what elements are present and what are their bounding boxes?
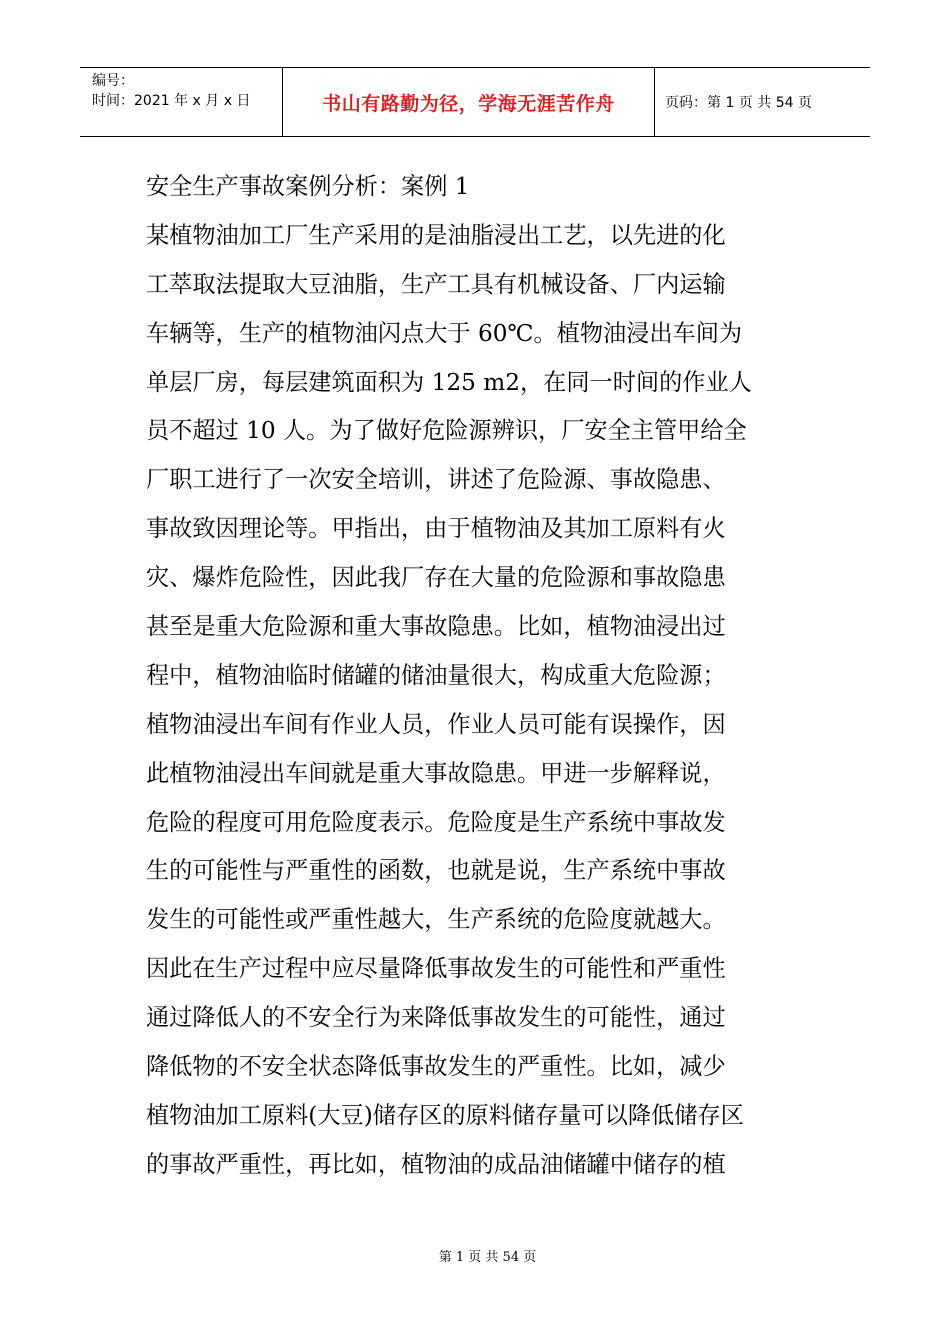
header-page-code: 页码：第 1 页 共 54 页 xyxy=(665,95,812,111)
header-meta-cell xyxy=(80,68,283,136)
body-text-line: 降低物的不安全状态降低事故发生的严重性。比如，减少 xyxy=(146,1053,726,1081)
document-body xyxy=(146,163,826,1190)
document-time-label: 时间：2021 年 x 月 x 日 xyxy=(92,93,251,109)
body-text-line: 厂职工进行了一次安全培训，讲述了危险源、事故隐患、 xyxy=(146,466,726,494)
body-text-line: 植物油浸出车间有作业人员，作业人员可能有误操作，因 xyxy=(146,710,726,738)
body-text-line: 单层厂房，每层建筑面积为 125 m2，在同一时间的作业人 xyxy=(146,368,752,396)
body-text-line: 此植物油浸出车间就是重大事故隐患。甲进一步解释说， xyxy=(146,759,726,787)
body-text-line: 甚至是重大危险源和重大事故隐患。比如，植物油浸出过 xyxy=(146,613,726,641)
body-text-line: 工萃取法提取大豆油脂，生产工具有机械设备、厂内运输 xyxy=(146,270,726,298)
document-number-label: 编号： xyxy=(92,73,134,89)
body-text-line: 生的可能性与严重性的函数，也就是说，生产系统中事故 xyxy=(146,857,726,885)
page-header xyxy=(80,67,870,137)
body-text-line: 事故致因理论等。甲指出，由于植物油及其加工原料有火 xyxy=(146,515,726,543)
body-text-line: 员不超过 10 人。为了做好危险源辨识，厂安全主管甲给全 xyxy=(146,417,747,445)
header-motto-cell xyxy=(283,68,655,136)
body-text-line: 的事故严重性，再比如，植物油的成品油储罐中储存的植 xyxy=(146,1150,726,1178)
body-text-line: 因此在生产过程中应尽量降低事故发生的可能性和严重性 xyxy=(146,955,726,983)
footer-page-number: 第 1 页 共 54 页 xyxy=(438,1250,537,1265)
header-motto: 书山有路勤为径，学海无涯苦作舟 xyxy=(322,92,615,115)
header-page-cell xyxy=(655,68,870,136)
body-text-line: 灾、爆炸危险性，因此我厂存在大量的危险源和事故隐患 xyxy=(146,564,726,592)
document-title: 安全生产事故案例分析：案例 1 xyxy=(146,173,470,200)
body-text-line: 植物油加工原料(大豆)储存区的原料储存量可以降低储存区 xyxy=(146,1101,744,1129)
body-text-line: 发生的可能性或严重性越大，生产系统的危险度就越大。 xyxy=(146,906,726,934)
body-text-line: 危险的程度可用危险度表示。危险度是生产系统中事故发 xyxy=(146,808,726,836)
body-text-line: 程中，植物油临时储罐的储油量很大，构成重大危险源； xyxy=(146,661,726,689)
body-text-line: 车辆等，生产的植物油闪点大于 60℃。植物油浸出车间为 xyxy=(146,319,743,347)
page-footer xyxy=(0,1246,950,1265)
body-text-line: 某植物油加工厂生产采用的是油脂浸出工艺，以先进的化 xyxy=(146,221,726,249)
body-text-line: 通过降低人的不安全行为来降低事故发生的可能性，通过 xyxy=(146,1004,726,1032)
